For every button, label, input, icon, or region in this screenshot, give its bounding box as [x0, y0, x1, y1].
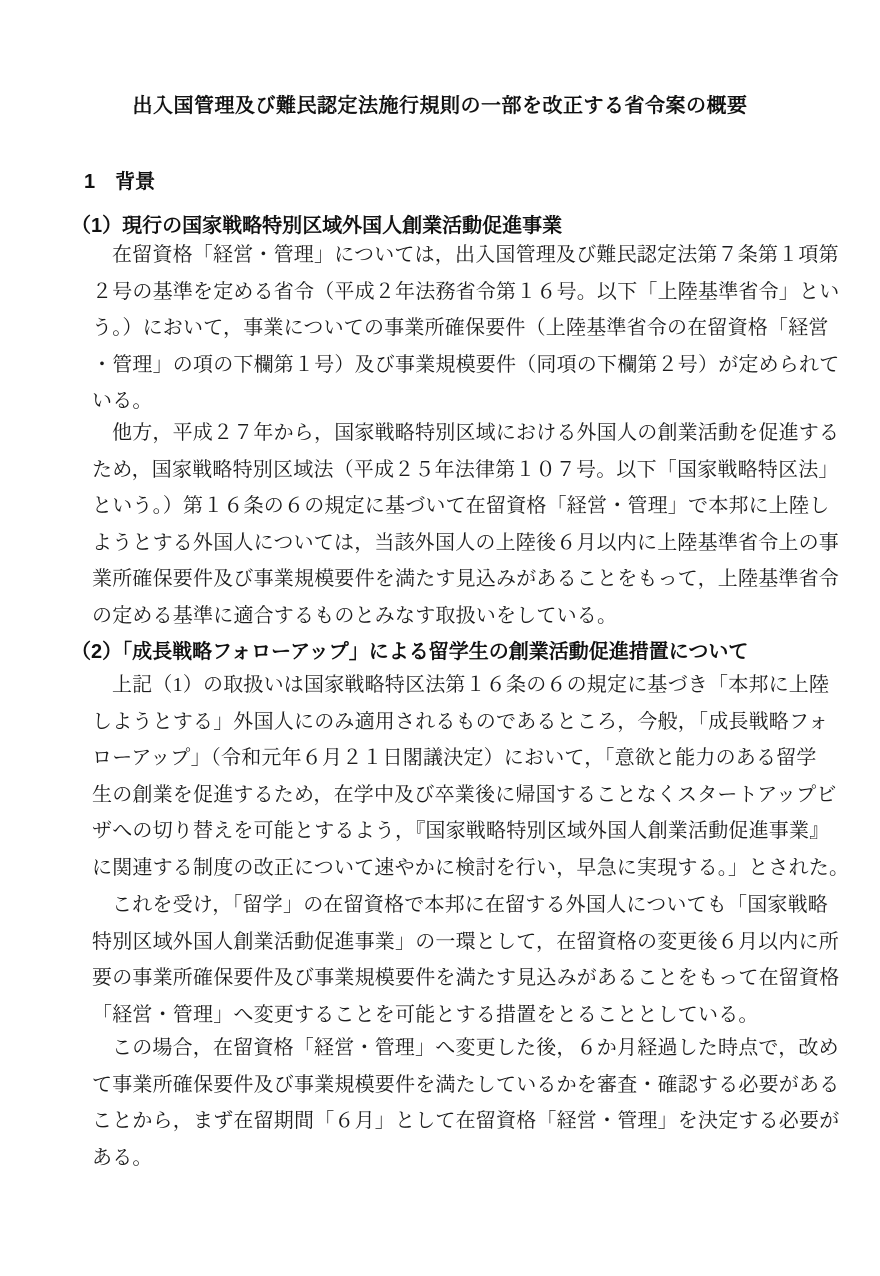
paragraph-growth-strategy-2 [92, 887, 840, 1033]
text-line: ようとする外国人については，当該外国人の上陸後６月以内に上陸基準省令上の事 [92, 531, 839, 554]
text-line: う。）において，事業についての事業所確保要件（上陸基準省令の在留資格「経営 [92, 317, 829, 340]
document-title: 出入国管理及び難民認定法施行規則の一部を改正する省令案の概要 [132, 95, 748, 117]
text-line: 業所確保要件及び事業規模要件を満たす見込みがあることをもって，上陸基準省令 [92, 568, 839, 591]
text-line: 他方，平成２７年から，国家戦略特別区域における外国人の創業活動を促進する [112, 422, 840, 444]
text-line: に関連する制度の改正について速やかに検討を行い，早急に実現する。」とされた。 [92, 856, 850, 879]
text-line: この場合，在留資格「経営・管理」へ変更した後，６か月経過した時点で，改め [112, 1037, 839, 1059]
section-1-heading: 1 背景 [84, 171, 156, 193]
text-line: ２号の基準を定める省令（平成２年法務省令第１６号。以下「上陸基準省令」とい [92, 280, 840, 303]
paragraph-current-program-2 [92, 415, 840, 635]
text-line: ・管理」の項の下欄第１号）及び事業規模要件（同項の下欄第２号）が定められて [92, 353, 840, 376]
text-line: ため，国家戦略特別区域法（平成２５年法律第１０７号。以下「国家戦略特区法」 [92, 458, 839, 481]
text-line: の定める基準に適合するものとみなす取扱いをしている。 [92, 604, 618, 627]
text-line: という。）第１６条の６の規定に基づいて在留資格「経営・管理」で本邦に上陸し [92, 495, 830, 518]
text-line: ことから，まず在留期間「６月」として在留資格「経営・管理」を決定する必要が [92, 1110, 840, 1133]
text-line: ザへの切り替えを可能とするよう，『国家戦略特別区域外国人創業活動促進事業』 [92, 820, 830, 843]
text-line: 生の創業を促進するため，在学中及び卒業後に帰国することなくスタートアップビ [92, 783, 837, 806]
text-line: しようとする」外国人にのみ適用されるものであるところ，今般，「成長戦略フォ [92, 710, 829, 733]
text-line: これを受け，「留学」の在留資格で本邦に在留する外国人についても「国家戦略 [112, 894, 828, 916]
text-line: 「経営・管理」へ変更することを可能とする措置をとることとしている。 [92, 1003, 759, 1026]
text-line: ローアップ」（令和元年６月２１日閣議決定）において，「意欲と能力のある留学 [92, 747, 817, 770]
text-line: 上記（1）の取扱いは国家戦略特区法第１６条の６の規定に基づき「本邦に上陸 [112, 674, 830, 696]
paragraph-growth-strategy-3 [92, 1030, 840, 1176]
subsection-1-1-heading: （1）現行の国家戦略特別区域外国人創業活動促進事業 [71, 215, 563, 237]
text-line: て事業所確保要件及び事業規模要件を満たしているかを審査・確認する必要がある [92, 1073, 840, 1096]
text-line: いる。 [92, 390, 153, 413]
text-line: 特別区域外国人創業活動促進事業」の一環として，在留資格の変更後６月以内に所 [92, 930, 839, 953]
paragraph-growth-strategy-1 [92, 667, 850, 887]
text-line: ある。 [92, 1146, 153, 1169]
text-line: 在留資格「経営・管理」については，出入国管理及び難民認定法第７条第１項第 [112, 244, 839, 266]
subsection-1-2-heading: （2）「成長戦略フォローアップ」による留学生の創業活動促進措置について [71, 641, 749, 663]
text-line: 要の事業所確保要件及び事業規模要件を満たす見込みがあることをもって在留資格 [92, 967, 840, 990]
paragraph-current-program-1 [92, 237, 840, 420]
